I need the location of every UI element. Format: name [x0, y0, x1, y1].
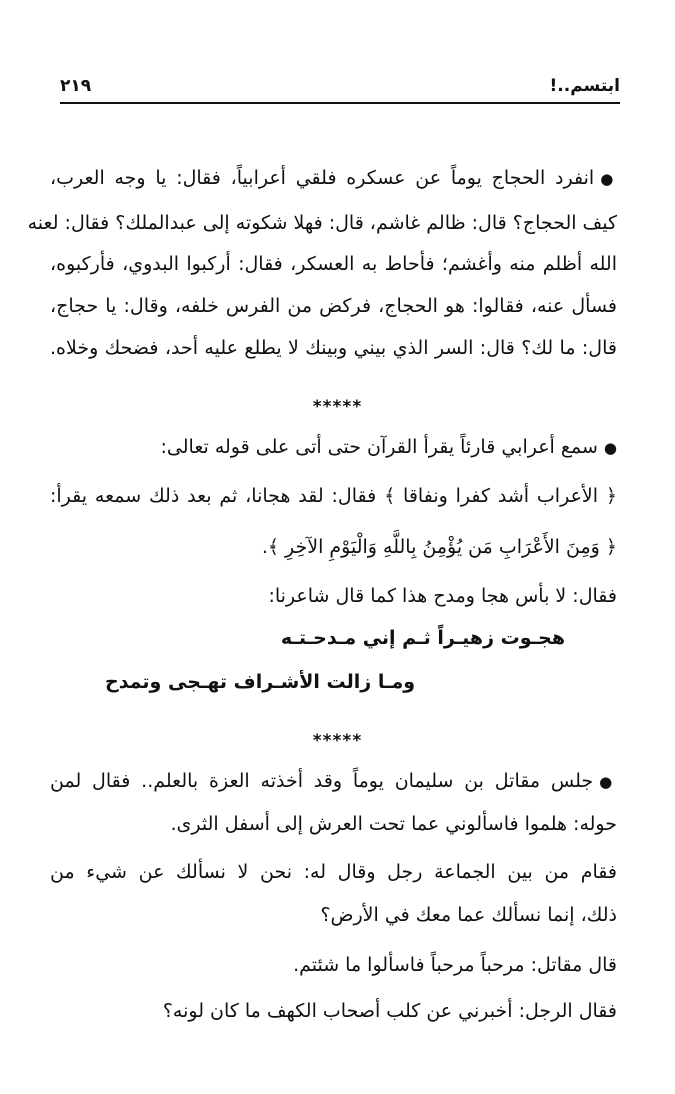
story1-line-5: قال: ما لك؟ قال: السر الذي بيني وبينك لا يطلع عليه أحد، فضحك وخلاه.: [50, 337, 617, 359]
story2-line-1: [161, 432, 617, 463]
separator-2: *****: [312, 731, 363, 751]
bullet-icon: ●: [600, 170, 617, 188]
story3-line-6: فقال الرجل: أخبرني عن كلب أصحاب الكهف ما كان لونه؟: [162, 1000, 617, 1022]
running-title: ابتسم..!: [549, 76, 620, 96]
poem-verse-2: ومـا زالت الأشـراف تهـجى وتمدح: [105, 671, 416, 693]
poem-verse-1: هجـوت زهيـراً ثـم إني مـدحـتـه: [280, 627, 565, 649]
story1-line-1: [50, 163, 617, 194]
bullet-icon: ●: [599, 773, 617, 791]
story2-quran-verse: ﴿ وَمِنَ الأَعْرَابِ مَن يُؤْمِنُ بِاللَّهِ وَالْيَوْمِ الآخِرِ ﴾.: [261, 536, 617, 558]
story1-line-4: فسأل عنه، فقالوا: هو الحجاج، فركض من الفرس خلفه، وقال: يا حجاج،: [50, 295, 617, 317]
story3-text-1: جلس مقاتل بن سليمان يوماً وقد أخذته العزة بالعلم.. فقال لمن: [50, 770, 594, 792]
story1-line-3: الله أظلم منه وأغشم؛ فأحاط به العسكر، فقال: أركبوا البدوي، فأركبوه،: [50, 253, 617, 275]
page-number: ٢١٩: [60, 76, 92, 96]
bullet-icon: ●: [603, 439, 617, 457]
story3-line-4: ذلك، إنما نسألك عما معك في الأرض؟: [320, 904, 617, 926]
story1-line-2: كيف الحجاج؟ قال: ظالم غاشم، قال: فهلا شكوته إلى عبدالملك؟ فقال: لعنه: [27, 212, 617, 234]
separator-1: *****: [312, 397, 363, 417]
story2-line-4: فقال: لا بأس هجا ومدح هذا كما قال شاعرنا:: [268, 585, 617, 607]
story3-line-5: قال مقاتل: مرحباً مرحباً فاسألوا ما شئتم.: [293, 954, 617, 976]
header-rule: [60, 102, 620, 104]
story2-line-2: ﴿ الأعراب أشد كفرا ونفاقا ﴾ فقال: لقد هجانا، ثم بعد ذلك سمعه يقرأ:: [50, 485, 617, 507]
story1-text-1: انفرد الحجاج يوماً عن عسكره فلقي أعرابياً، فقال: يا وجه العرب،: [50, 167, 595, 189]
page-header: [60, 72, 620, 102]
story3-line-1: [50, 766, 617, 797]
story3-line-2: حوله: هلموا فاسألوني عما تحت العرش إلى أسفل الثرى.: [170, 813, 617, 835]
story2-text-1: سمع أعرابي قارئاً يقرأ القرآن حتى أتى على قوله تعالى:: [160, 436, 598, 458]
story3-line-3: فقام من بين الجماعة رجل وقال له: نحن لا نسألك عن شيء من: [50, 861, 617, 883]
